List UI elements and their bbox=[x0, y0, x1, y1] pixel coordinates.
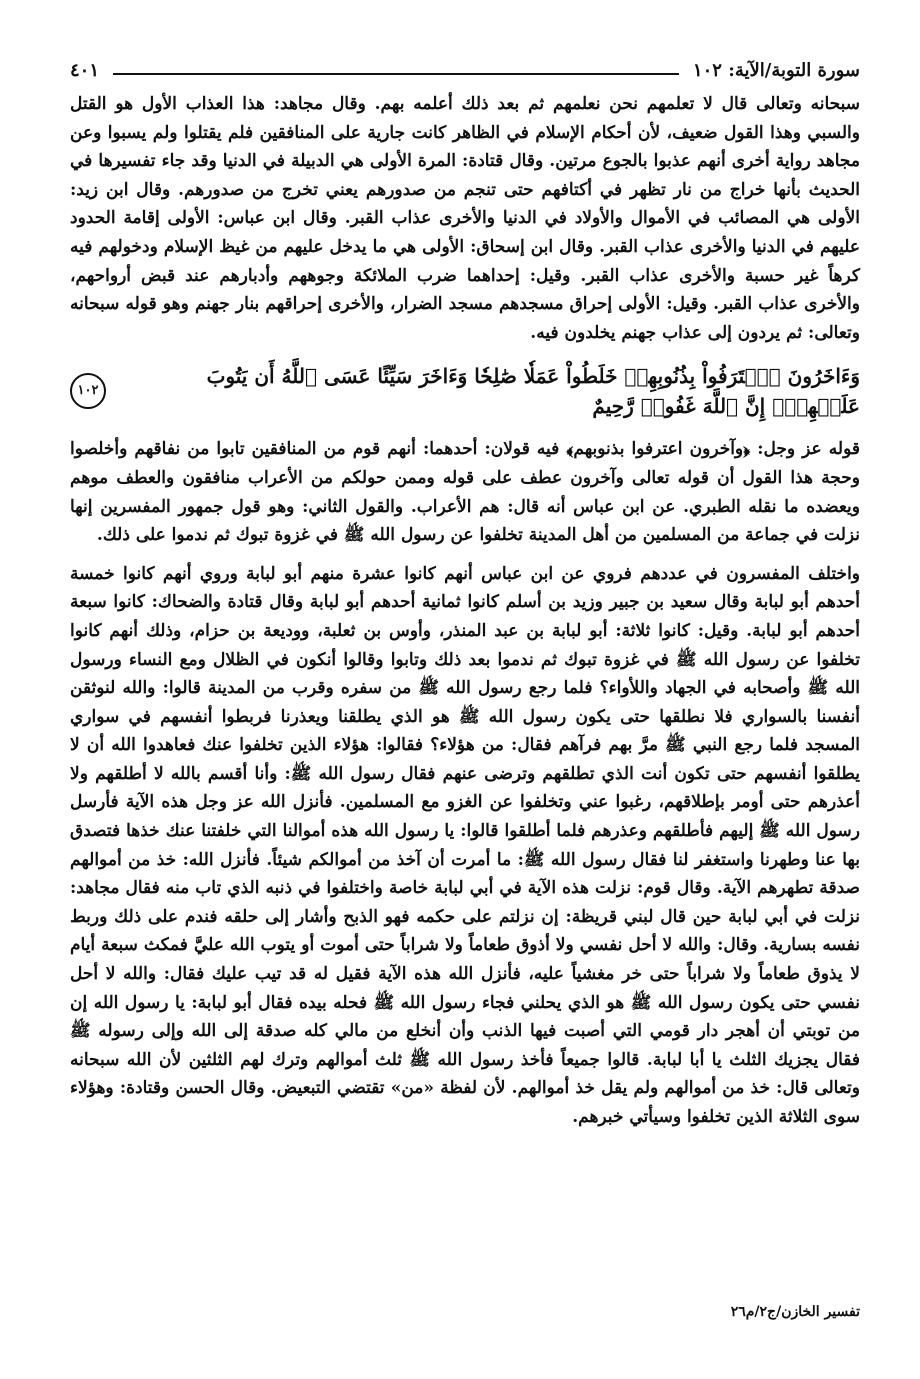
surah-verse-title: سورة التوبة/الآية: ١٠٢ bbox=[692, 59, 860, 81]
commentary-paragraph-1: سبحانه وتعالى قال لا تعلمهم نحن نعلمهم ثم بعد ذلك أعلمه بهم. وقال مجاهد: هذا العذاب الأول هو القتل والسبي وهذا القول ضعيف، لأن أحكام الإسلام في الظاهر كانت جارية على المنافقين فلم يقتلوا ولم يسبوا وعن مجاهد رواية أخرى أنهم عذبوا بالجوع مرتين. وقال قتادة: المرة الأولى هي الدبيلة في الدنيا وقد جاء تفسيرها في الحديث بأنها خراج من نار تظهر في أكتافهم حتى تنجم من صدورهم يعني تخرج من صدورهم. وقال ابن زيد: الأولى هي المصائب في الأموال والأولاد في الدنيا والأخرى عذاب القبر. وقال ابن عباس: الأولى إقامة الحدود عليهم في الدنيا والأخرى عذاب القبر. وقال ابن إسحاق: الأولى هي ما يدخل عليهم من غيظ الإسلام ودخولهم فيه كرهاً غير حسبة والأخرى عذاب القبر. وقيل: إحداهما ضرب الملائكة وجوههم وأدبارهم عند قبض أرواحهم، والأخرى عذاب القبر. وقيل: الأولى إحراق مسجدهم مسجد الضرار، والأخرى إحراقهم بنار جهنم وهو قوله سبحانه وتعالى: ثم يردون إلى عذاب جهنم يخلدون فيه. bbox=[70, 94, 860, 343]
commentary-paragraph-2: قوله عز وجل: ﴿وآخرون اعترفوا بذنوبهم﴾ فيه قولان: أحدهما: أنهم قوم من المنافقين تابوا من نفاقهم وأخلصوا وحجة هذا القول أن قوله تعالى وآخرون عطف على قوله وممن حولكم من الأعراب منافقون والعطف موهم ويعضده ما نقله الطبري. عن ابن عباس أنه قال: هم الأعراب. والقول الثاني: وهو قول جمهور المفسرين إنها نزلت في جماعة من المسلمين من أهل المدينة تخلفوا عن رسول الله ﷺ في غزوة تبوك ثم ندموا على ذلك. bbox=[70, 439, 860, 546]
book-page bbox=[70, 50, 860, 1350]
header-rule bbox=[113, 73, 679, 75]
page-footer: تفسير الخازن/ج٢/م٢٦ bbox=[730, 1304, 860, 1320]
quran-verse bbox=[70, 361, 860, 421]
commentary-paragraph-3: واختلف المفسرون في عددهم فروي عن ابن عباس أنهم كانوا عشرة منهم أبو لبابة وروي أنهم كانوا خمسة أحدهم أبو لبابة وقال سعيد بن جبير وزيد بن أسلم كانوا ثمانية أحدهم أبو لبابة وقال قتادة والضحاك: كانوا سبعة أحدهم أبو لبابة. وقيل: كانوا ثلاثة: أبو لبابة بن عبد المنذر، وأوس بن ثعلبة، ووديعة بن حزام، وذلك أنهم كانوا تخلفوا عن رسول الله ﷺ في غزوة تبوك ثم ندموا بعد ذلك وتابوا وقالوا أنكون في الظلال ومع النساء ورسول الله ﷺ وأصحابه في الجهاد واللأواء؟ فلما رجع رسول الله ﷺ من سفره وقرب من المدينة قالوا: والله لنوثقن أنفسنا بالسواري فلا نطلقها حتى يكون رسول الله ﷺ هو الذي يطلقنا ويعذرنا فربطوا أنفسهم في سواري المسجد فلما رجع النبي ﷺ مرَّ بهم فرآهم فقال: من هؤلاء؟ فقالوا: هؤلاء الذين تخلفوا عنك فعاهدوا الله أن لا يطلقوا أنفسهم حتى تكون أنت الذي تطلقهم وترضى عنهم فقال رسول الله ﷺ: وأنا أقسم بالله لا أطلقهم ولا أعذرهم حتى أومر بإطلاقهم، رغبوا عني وتخلفوا عن الغزو مع المسلمين. فأنزل الله عز وجل هذه الآية فأرسل رسول الله ﷺ إليهم فأطلقهم وعذرهم فلما أطلقوا قالوا: يا رسول الله هذه أموالنا التي خلفتنا عنك خذها فتصدق بها عنا وطهرنا واستغفر لنا فقال رسول الله ﷺ: ما أمرت أن آخذ من أموالكم شيئاً. فأنزل الله: خذ من أموالهم صدقة تطهرهم الآية. وقال قوم: نزلت هذه الآية في أبي لبابة خاصة واختلفوا في ذنبه الذي تاب منه فقال مجاهد: نزلت في أبي لبابة حين قال لبني قريظة: إن نزلتم على حكمه فهو الذبح وأشار إلى حلقه فندم على ذلك وربط نفسه بسارية. وقال: والله لا أحل نفسي ولا أذوق طعاماً ولا شراباً حتى أموت أو يتوب الله عليَّ فمكث سبعة أيام لا يذوق طعاماً ولا شراباً حتى خر مغشياً عليه، فأنزل الله هذه الآية فقيل له قد تيب عليك فقال: والله لا أحل نفسي حتى يكون رسول الله ﷺ هو الذي يحلني فجاء رسول الله ﷺ فحله بيده فقال أبو لبابة: يا رسول الله إن من توبتي أن أهجر دار قومي التي أصبت فيها الذنب وأن أنخلع من مالي كله صدقة إلى الله وإلى رسوله ﷺ فقال يجزيك الثلث يا أبا لبابة. قالوا جميعاً فأخذ رسول الله ﷺ ثلث أموالهم وترك لهم الثلثين لأن الله سبحانه وتعالى قال: خذ من أموالهم ولم يقل خذ أموالهم. لأن لفظة «من» تقتضي التبعيض. وقال الحسن وقتادة: وهؤلاء سوى الثلاثة الذين تخلفوا وسيأتي خبرهم. bbox=[70, 563, 861, 1127]
verse-number-marker: ١٠٢ bbox=[70, 373, 106, 409]
verse-text: وَءَاخَرُونَ ٱعۡتَرَفُواْ بِذُنُوبِهِمۡ خَلَطُواْ عَمَلٗا صَٰلِحٗا وَءَاخَرَ سَيِّئًا عَسَى ٱللَّهُ أَن يَتُوبَ عَلَيۡهِمۡۚ إِنَّ ٱللَّهَ غَفُورٞ رَّحِيمٌ bbox=[206, 364, 860, 419]
page-number: ٤٠١ bbox=[70, 59, 100, 81]
page-header bbox=[70, 50, 860, 90]
